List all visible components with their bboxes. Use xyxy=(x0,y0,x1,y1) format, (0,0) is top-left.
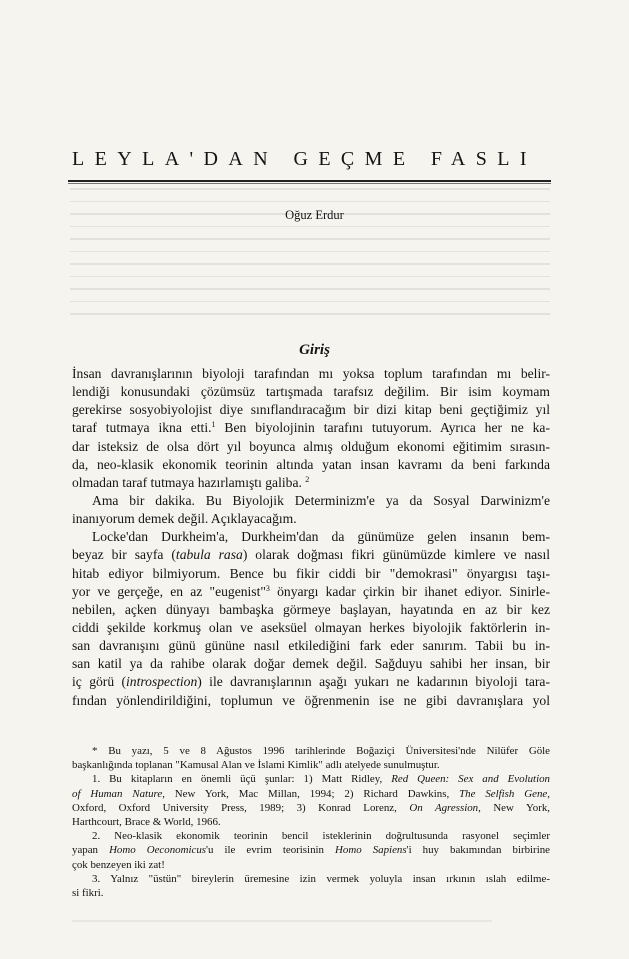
footnote-line: of Human Nature, New York, Mac Millan, 1994; 2) Richard Dawkins, The Selfish Gene, xyxy=(72,787,550,800)
footnote-line: 2. Neo-klasik ekonomik teorinin bencil isteklerinin doğrultusunda rasyonel seçimler xyxy=(92,830,550,843)
show-through-text xyxy=(72,920,492,922)
body-line: Ama bir dakika. Bu Biyolojik Determinizm'e ya da Sosyal Darwinizm'e xyxy=(92,492,550,508)
footnote-line: çok benzeyen iki zat! xyxy=(72,858,165,871)
footnote-line: 1. Bu kitapların en önemli üçü şunlar: 1) Matt Ridley, Red Queen: Sex and Evolution xyxy=(92,773,550,786)
footnote-marker: 2 xyxy=(305,474,310,484)
footnotes xyxy=(72,744,550,900)
body-line: san katil ya da rahibe olarak doğar demek değil. Sağduyu sahibi her insan, bir xyxy=(72,656,550,672)
body-line: fından yönlendirildiğini, toplumun ve öğrenmenin ise ne gibi davranışlara yol xyxy=(72,692,550,708)
footnote-line: * Bu yazı, 5 ve 8 Ağustos 1996 tarihlerinde Boğaziçi Üniversitesi'nde Nilüfer Göle xyxy=(92,745,550,757)
body-line: da, neo-klasik ekonomik teorinin altında yatan insan kavramı da beni farkında xyxy=(72,456,550,472)
body-text xyxy=(72,365,550,710)
body-line: İnsan davranışlarının biyoloji tarafından mı yoksa toplum tarafından mı belir- xyxy=(72,366,550,381)
footnote-line: 3. Yalnız "üstün" bireylerin üremesine izin vermek yoluyla insan ırkının ıslah edilme- xyxy=(92,872,550,885)
body-line: ciddi şekilde korkmuş olan ve aseksüel olmayan herkes biyolojik faktörlerin in- xyxy=(72,619,550,635)
body-line: san davranışını günü gününe nasıl etkilediğini fark eder sanırım. Tabii bu in- xyxy=(72,638,550,654)
body-line: dar isteksiz de olsa dört yıl boyunca almış olduğum ekonomi eğitimim sırasın- xyxy=(72,438,550,454)
body-line: beyaz bir sayfa (tabula rasa) olarak doğması fikri günümüzde kimlere ve nasıl xyxy=(72,547,550,563)
footnote-line: Oxford, Oxford University Press, 1989; 3) Konrad Lorenz, On Agression, New York, xyxy=(72,801,550,814)
footnote-marker: 1 xyxy=(211,420,216,430)
section-heading: Giriş xyxy=(299,342,330,358)
body-line: olmadan taraf tutmaya hazırlamıştı galiba. $^2$ xyxy=(72,474,310,490)
chapter-title: LEYLA'DAN GEÇME FASLI xyxy=(72,148,537,170)
body-line: taraf tutmaya ikna etti.$^1$ Ben biyolojinin tarafını tutuyorum. Ayrıca her ne ka- xyxy=(72,420,550,436)
body-line: Locke'dan Durkheim'a, Durkheim'dan da günümüze gelen insanın bem- xyxy=(92,529,550,545)
body-line: lendiği konusundaki çözümsüz tartışmada tarafsız değilim. Bir isim koymam xyxy=(72,384,550,400)
body-line: gerekirse sosyobiyolojist diye sınıflandıracağım bir dizi kitap beni geçtiğimiz yıl xyxy=(72,402,550,418)
title-rule-thin xyxy=(68,183,551,184)
footnote-marker: 3 xyxy=(265,583,270,593)
footnote-line: Harthcourt, Brace & World, 1966. xyxy=(72,815,221,828)
body-line: inanıyorum demek değil. Açıklayacağım. xyxy=(72,511,297,527)
footnote-line: başkanlığında toplanan "Kamusal Alan ve İslami Kimlik" adlı atelyede sunulmuştur. xyxy=(72,759,440,772)
body-line: hitab ediyor bilmiyorum. Bence bu fikir ciddi bir "demokrasi" önyargısı taşı- xyxy=(72,565,550,581)
body-line: iç görü (introspection) ile davranışlarının aşağı yukarı ne kadarının biyoloji tara- xyxy=(72,674,550,690)
title-rule xyxy=(68,180,551,182)
footnote-line: si fikri. xyxy=(72,886,104,899)
author-name: Oğuz Erdur xyxy=(285,208,344,222)
body-line: nebilen, açken dünyayı bambaşka görmeye başlayan, hayatında en az bir kez xyxy=(72,601,550,617)
body-line: yor ve gerçeğe, en az "eugenist"$^3$ önyargı kadar çirkin bir ihanet ediyor. Sinirle- xyxy=(72,583,550,599)
footnote-line: yapan Homo Oeconomicus'u ile evrim teorisinin Homo Sapiens'i huy bakımından birbirine xyxy=(72,844,550,857)
